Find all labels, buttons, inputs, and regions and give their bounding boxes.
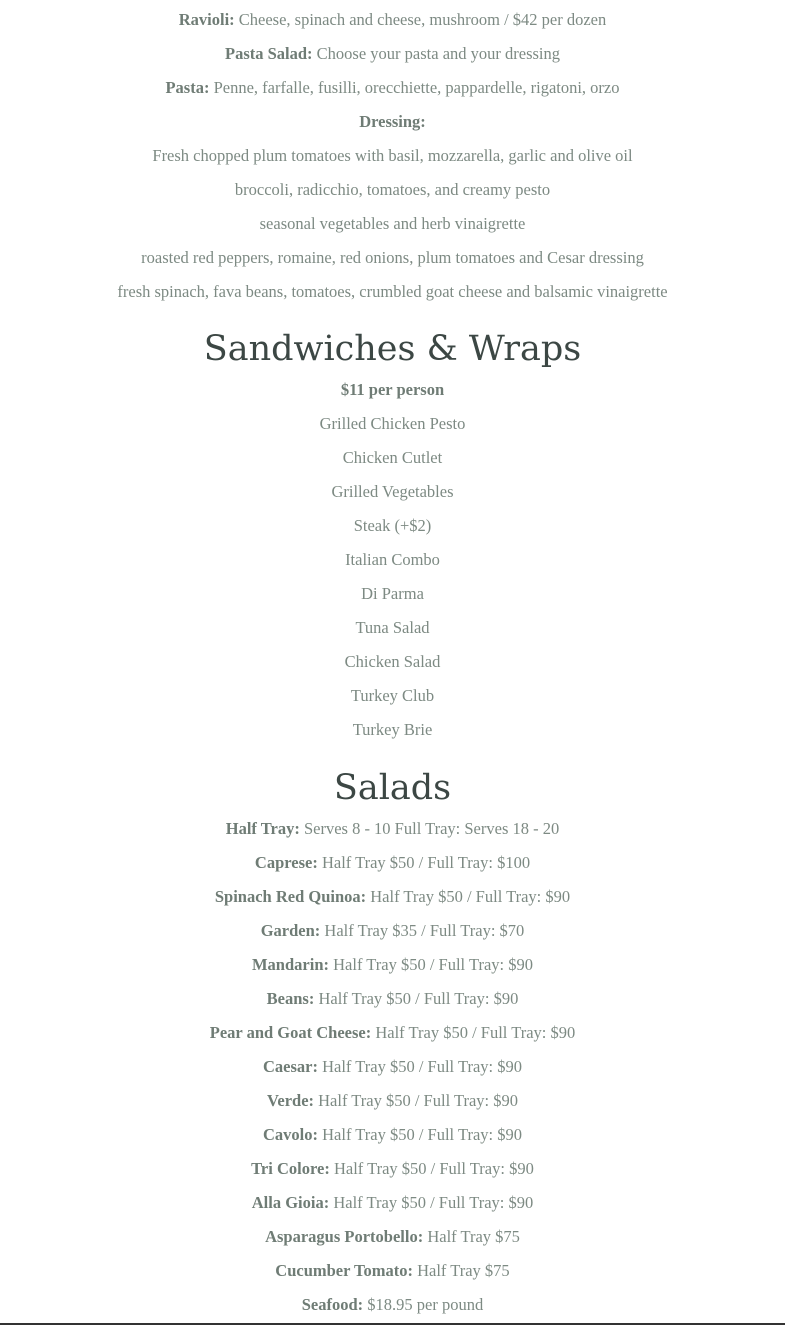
dressing-option xyxy=(0,275,785,309)
sandwich-item: Grilled Vegetables xyxy=(331,482,454,501)
salad-item xyxy=(0,982,785,1016)
menu-item-label: Caprese: xyxy=(254,853,318,872)
menu-item-text: Half Tray $50 / Full Tray: $90 xyxy=(317,1057,522,1076)
menu-item-text: Half Tray $50 / Full Tray: $90 xyxy=(329,955,533,974)
dressing-option xyxy=(0,241,785,275)
menu-item-text: Fresh chopped plum tomatoes with basil, mozzarella, garlic and olive oil xyxy=(152,146,633,165)
menu-item-text: Half Tray $75 xyxy=(423,1227,520,1246)
menu-item-text: $18.95 per pound xyxy=(363,1295,484,1314)
menu-item-label: Alla Gioia: xyxy=(251,1193,330,1212)
menu-item-text: Half Tray $50 / Full Tray: $90 xyxy=(314,1091,519,1110)
sandwich-item: Turkey Club xyxy=(350,686,435,705)
pasta-section xyxy=(0,0,785,309)
menu-item-label: Spinach Red Quinoa: xyxy=(214,887,367,906)
menu-item-label: Caesar: xyxy=(263,1057,318,1076)
menu-item-label: Pear and Goat Cheese: xyxy=(209,1023,372,1042)
salad-item xyxy=(0,914,785,948)
menu-item-label: Ravioli: xyxy=(178,10,235,29)
sandwiches-section xyxy=(0,327,785,747)
dressing-option xyxy=(0,207,785,241)
menu-item-label: Cavolo: xyxy=(263,1125,318,1144)
ravioli-line xyxy=(0,3,785,37)
menu-item-text: roasted red peppers, romaine, red onions, plum tomatoes and Cesar dressing xyxy=(141,248,644,267)
section-heading: Sandwiches & Wraps xyxy=(203,329,582,369)
menu-item-text: Half Tray $50 / Full Tray: $90 xyxy=(371,1023,576,1042)
salad-item xyxy=(0,1050,785,1084)
sandwich-item: Chicken Salad xyxy=(344,652,441,671)
salad-item xyxy=(0,1186,785,1220)
menu-item-text: Cheese, spinach and cheese, mushroom / $42 per dozen xyxy=(234,10,607,29)
price-label: $11 per person xyxy=(340,380,445,399)
menu-item-text: Half Tray $50 / Full Tray: $90 xyxy=(314,989,519,1008)
dressing-option xyxy=(0,173,785,207)
menu-item-text: Penne, farfalle, fusilli, orecchiette, pappardelle, rigatoni, orzo xyxy=(209,78,620,97)
menu-item-label: Mandarin: xyxy=(251,955,329,974)
menu-item-label: Asparagus Portobello: xyxy=(265,1227,424,1246)
menu-item-label: Tri Colore: xyxy=(251,1159,330,1178)
salads-section xyxy=(0,766,785,1322)
menu-item-text: Half Tray $50 / Full Tray: $90 xyxy=(329,1159,534,1178)
sandwich-item: Grilled Chicken Pesto xyxy=(319,414,466,433)
menu-item-label: Pasta: xyxy=(165,78,210,97)
salad-item xyxy=(0,948,785,982)
salad-item xyxy=(0,846,785,880)
sandwich-price xyxy=(0,373,785,407)
sandwich-item: Chicken Cutlet xyxy=(342,448,443,467)
salad-item xyxy=(0,1220,785,1254)
salad-item xyxy=(0,1152,785,1186)
menu-item-text: Half Tray $35 / Full Tray: $70 xyxy=(320,921,525,940)
menu-item-label: Garden: xyxy=(260,921,321,940)
dressing-option xyxy=(0,139,785,173)
salad-item xyxy=(0,812,785,846)
sandwich-item: Steak (+$2) xyxy=(353,516,432,535)
menu-item-label: Half Tray: xyxy=(225,819,300,838)
salad-item xyxy=(0,1118,785,1152)
menu-item-label: Pasta Salad: xyxy=(224,44,313,63)
menu-item-label: Dressing: xyxy=(359,112,426,131)
salad-item xyxy=(0,1084,785,1118)
dressing-line xyxy=(0,105,785,139)
sandwich-item: Tuna Salad xyxy=(355,618,430,637)
menu-item-text: Half Tray $50 / Full Tray: $90 xyxy=(318,1125,522,1144)
menu-item-label: Beans: xyxy=(266,989,315,1008)
menu-item-text: broccoli, radicchio, tomatoes, and creamy pesto xyxy=(234,180,551,199)
menu-item-label: Cucumber Tomato: xyxy=(275,1261,413,1280)
salad-item xyxy=(0,1288,785,1322)
pasta-line xyxy=(0,71,785,105)
menu-item-text: Half Tray $50 / Full Tray: $90 xyxy=(366,887,571,906)
section-heading: Salads xyxy=(333,768,452,808)
salad-item xyxy=(0,1016,785,1050)
menu-item-text: fresh spinach, fava beans, tomatoes, crumbled goat cheese and balsamic vinaigrette xyxy=(117,282,668,301)
salad-item xyxy=(0,1254,785,1288)
menu-item-text: seasonal vegetables and herb vinaigrette xyxy=(259,214,526,233)
pasta-salad-line xyxy=(0,37,785,71)
sandwich-item: Di Parma xyxy=(361,584,424,603)
menu-item-label: Seafood: xyxy=(301,1295,364,1314)
menu-item-text: Choose your pasta and your dressing xyxy=(312,44,561,63)
salad-item xyxy=(0,880,785,914)
sandwich-item: Italian Combo xyxy=(345,550,440,569)
menu-item-text: Half Tray $50 / Full Tray: $90 xyxy=(329,1193,534,1212)
sandwich-item: Turkey Brie xyxy=(352,720,433,739)
menu-item-text: Half Tray $50 / Full Tray: $100 xyxy=(317,853,531,872)
menu-item-text: Half Tray $75 xyxy=(412,1261,510,1280)
menu-item-text: Serves 8 - 10 Full Tray: Serves 18 - 20 xyxy=(299,819,560,838)
menu-item-label: Verde: xyxy=(266,1091,315,1110)
